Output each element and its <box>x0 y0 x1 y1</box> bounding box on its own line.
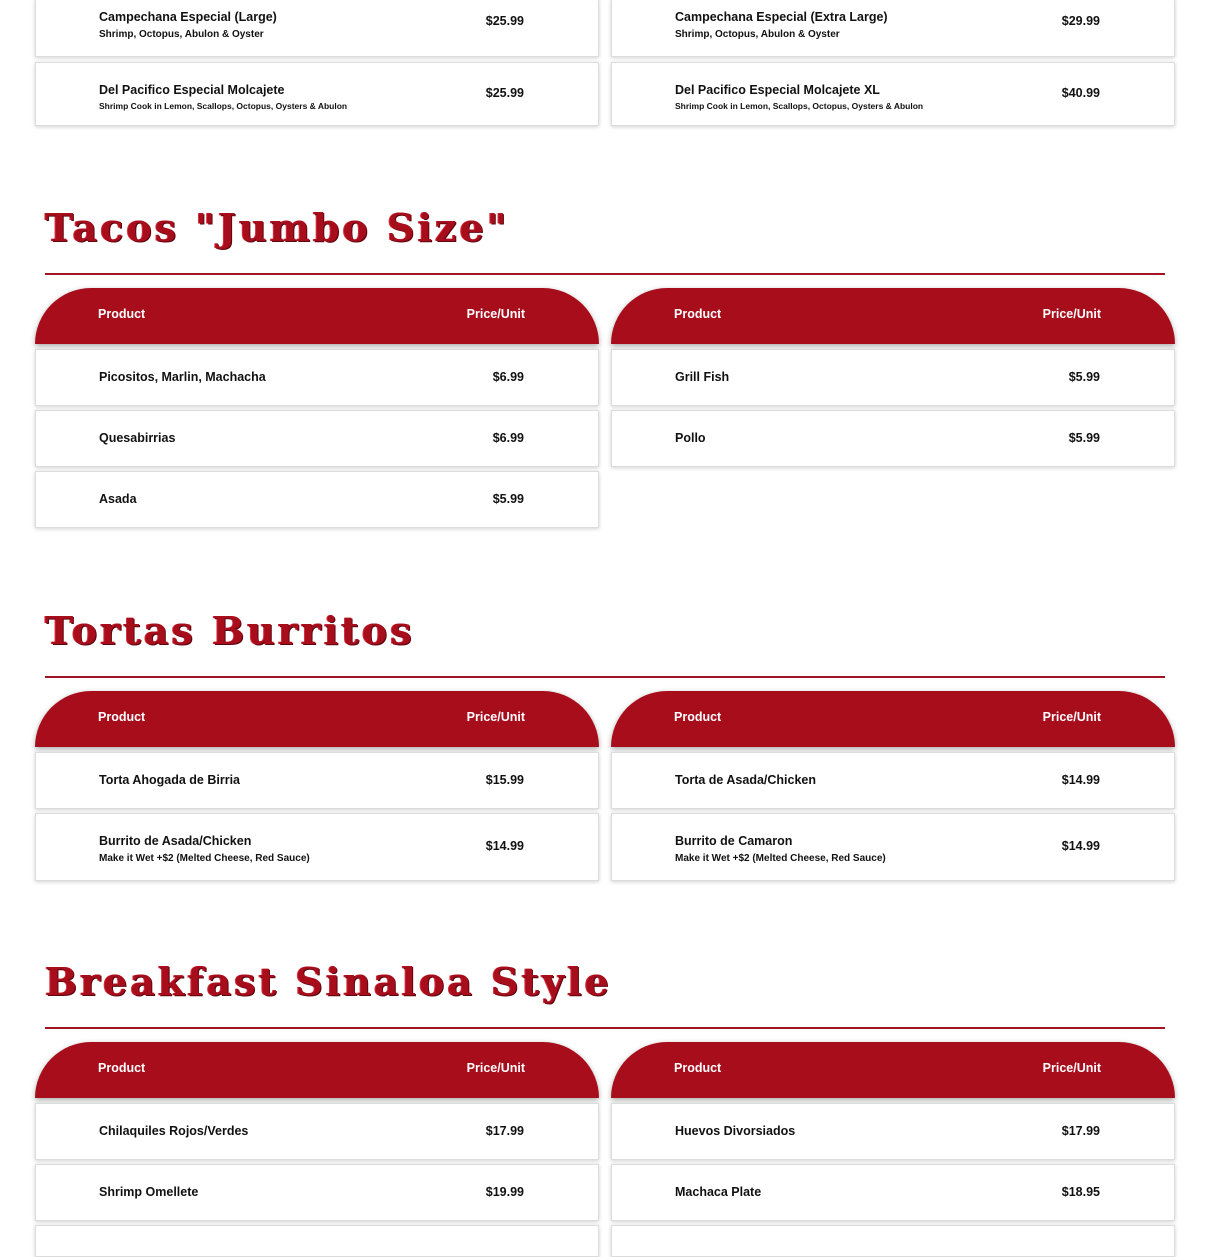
menu-item-name: Machaca Plate <box>675 1185 762 1199</box>
menu-item-name: Burrito de Asada/Chicken <box>99 834 252 848</box>
menu-item-price: $6.99 <box>492 370 524 384</box>
section-title-tacos: Tacos "Jumbo Size" <box>45 205 510 250</box>
menu-item-price: $18.95 <box>1061 1185 1100 1199</box>
menu-item-price: $6.99 <box>492 431 524 445</box>
menu-item-row <box>35 1164 599 1221</box>
table-header <box>611 691 1175 747</box>
menu-item-row <box>35 62 599 126</box>
menu-item-price: $25.99 <box>485 86 524 100</box>
section-divider <box>45 1027 1165 1029</box>
menu-item-price: $5.99 <box>1068 431 1100 445</box>
menu-item-name: Chilaquiles Rojos/Verdes <box>99 1124 249 1138</box>
header-price-label: Price/Unit <box>466 710 525 724</box>
menu-item-price: $25.99 <box>485 14 524 28</box>
menu-item-row-partial <box>35 1225 599 1257</box>
section-divider <box>45 676 1165 678</box>
menu-item-description: Make it Wet +$2 (Melted Cheese, Red Sauce) <box>675 853 886 864</box>
menu-item-row <box>35 471 599 528</box>
menu-item-name: Torta Ahogada de Birria <box>99 773 240 787</box>
menu-item-row <box>35 410 599 467</box>
menu-item-name: Asada <box>99 492 137 506</box>
menu-item-price: $5.99 <box>492 492 524 506</box>
header-product-label: Product <box>674 307 722 321</box>
menu-item-row <box>35 1103 599 1160</box>
menu-item-name: Campechana Especial (Extra Large) <box>675 10 888 24</box>
menu-item-price: $19.99 <box>485 1185 524 1199</box>
menu-item-name: Torta de Asada/Chicken <box>675 773 817 787</box>
header-product-label: Product <box>98 710 146 724</box>
header-price-label: Price/Unit <box>1042 710 1101 724</box>
menu-item-description: Shrimp, Octopus, Abulon & Oyster <box>675 29 840 40</box>
menu-item-price: $5.99 <box>1068 370 1100 384</box>
menu-item-row <box>611 62 1175 126</box>
table-header <box>611 1042 1175 1098</box>
menu-item-name: Del Pacifico Especial Molcajete XL <box>675 83 880 97</box>
menu-item-row <box>35 752 599 809</box>
menu-item-row <box>611 752 1175 809</box>
header-price-label: Price/Unit <box>466 1061 525 1075</box>
menu-item-row <box>611 1103 1175 1160</box>
section-divider <box>45 273 1165 275</box>
header-price-label: Price/Unit <box>1042 1061 1101 1075</box>
menu-item-name: Pollo <box>675 431 706 445</box>
menu-item-price: $14.99 <box>1061 773 1100 787</box>
menu-item-row <box>611 349 1175 406</box>
header-product-label: Product <box>674 1061 722 1075</box>
menu-item-row <box>35 0 599 57</box>
menu-item-name: Campechana Especial (Large) <box>99 10 277 24</box>
menu-item-price: $14.99 <box>485 839 524 853</box>
menu-item-price: $17.99 <box>1061 1124 1100 1138</box>
menu-item-row <box>611 0 1175 57</box>
section-title-breakfast: Breakfast Sinaloa Style <box>45 959 612 1004</box>
menu-item-name: Grill Fish <box>675 370 730 384</box>
menu-item-description: Shrimp Cook in Lemon, Scallops, Octopus, Oysters & Abulon <box>99 101 348 111</box>
table-header <box>35 1042 599 1098</box>
header-product-label: Product <box>98 307 146 321</box>
menu-item-name: Del Pacifico Especial Molcajete <box>99 83 285 97</box>
table-header <box>611 288 1175 344</box>
header-product-label: Product <box>98 1061 146 1075</box>
menu-item-name: Burrito de Camaron <box>675 834 793 848</box>
menu-item-name: Picositos, Marlin, Machacha <box>99 370 266 384</box>
table-header <box>35 691 599 747</box>
menu-item-description: Shrimp, Octopus, Abulon & Oyster <box>99 29 264 40</box>
menu-item-price: $29.99 <box>1061 14 1100 28</box>
menu-item-price: $15.99 <box>485 773 524 787</box>
menu-item-name: Shrimp Omellete <box>99 1185 199 1199</box>
menu-item-description: Make it Wet +$2 (Melted Cheese, Red Sauce) <box>99 853 310 864</box>
header-price-label: Price/Unit <box>1042 307 1101 321</box>
menu-item-name: Huevos Divorsiados <box>675 1124 796 1138</box>
menu-item-row <box>611 410 1175 467</box>
menu-item-description: Shrimp Cook in Lemon, Scallops, Octopus, Oysters & Abulon <box>675 101 924 111</box>
section-title-tortas: Tortas Burritos <box>45 608 415 653</box>
menu-item-price: $17.99 <box>485 1124 524 1138</box>
menu-item-row <box>611 813 1175 881</box>
menu-item-row <box>611 1164 1175 1221</box>
menu-item-name: Quesabirrias <box>99 431 176 445</box>
header-price-label: Price/Unit <box>466 307 525 321</box>
menu-item-row <box>35 349 599 406</box>
table-header <box>35 288 599 344</box>
menu-item-row <box>35 813 599 881</box>
menu-item-price: $14.99 <box>1061 839 1100 853</box>
menu-item-price: $40.99 <box>1061 86 1100 100</box>
header-product-label: Product <box>674 710 722 724</box>
menu-item-row-partial <box>611 1225 1175 1257</box>
